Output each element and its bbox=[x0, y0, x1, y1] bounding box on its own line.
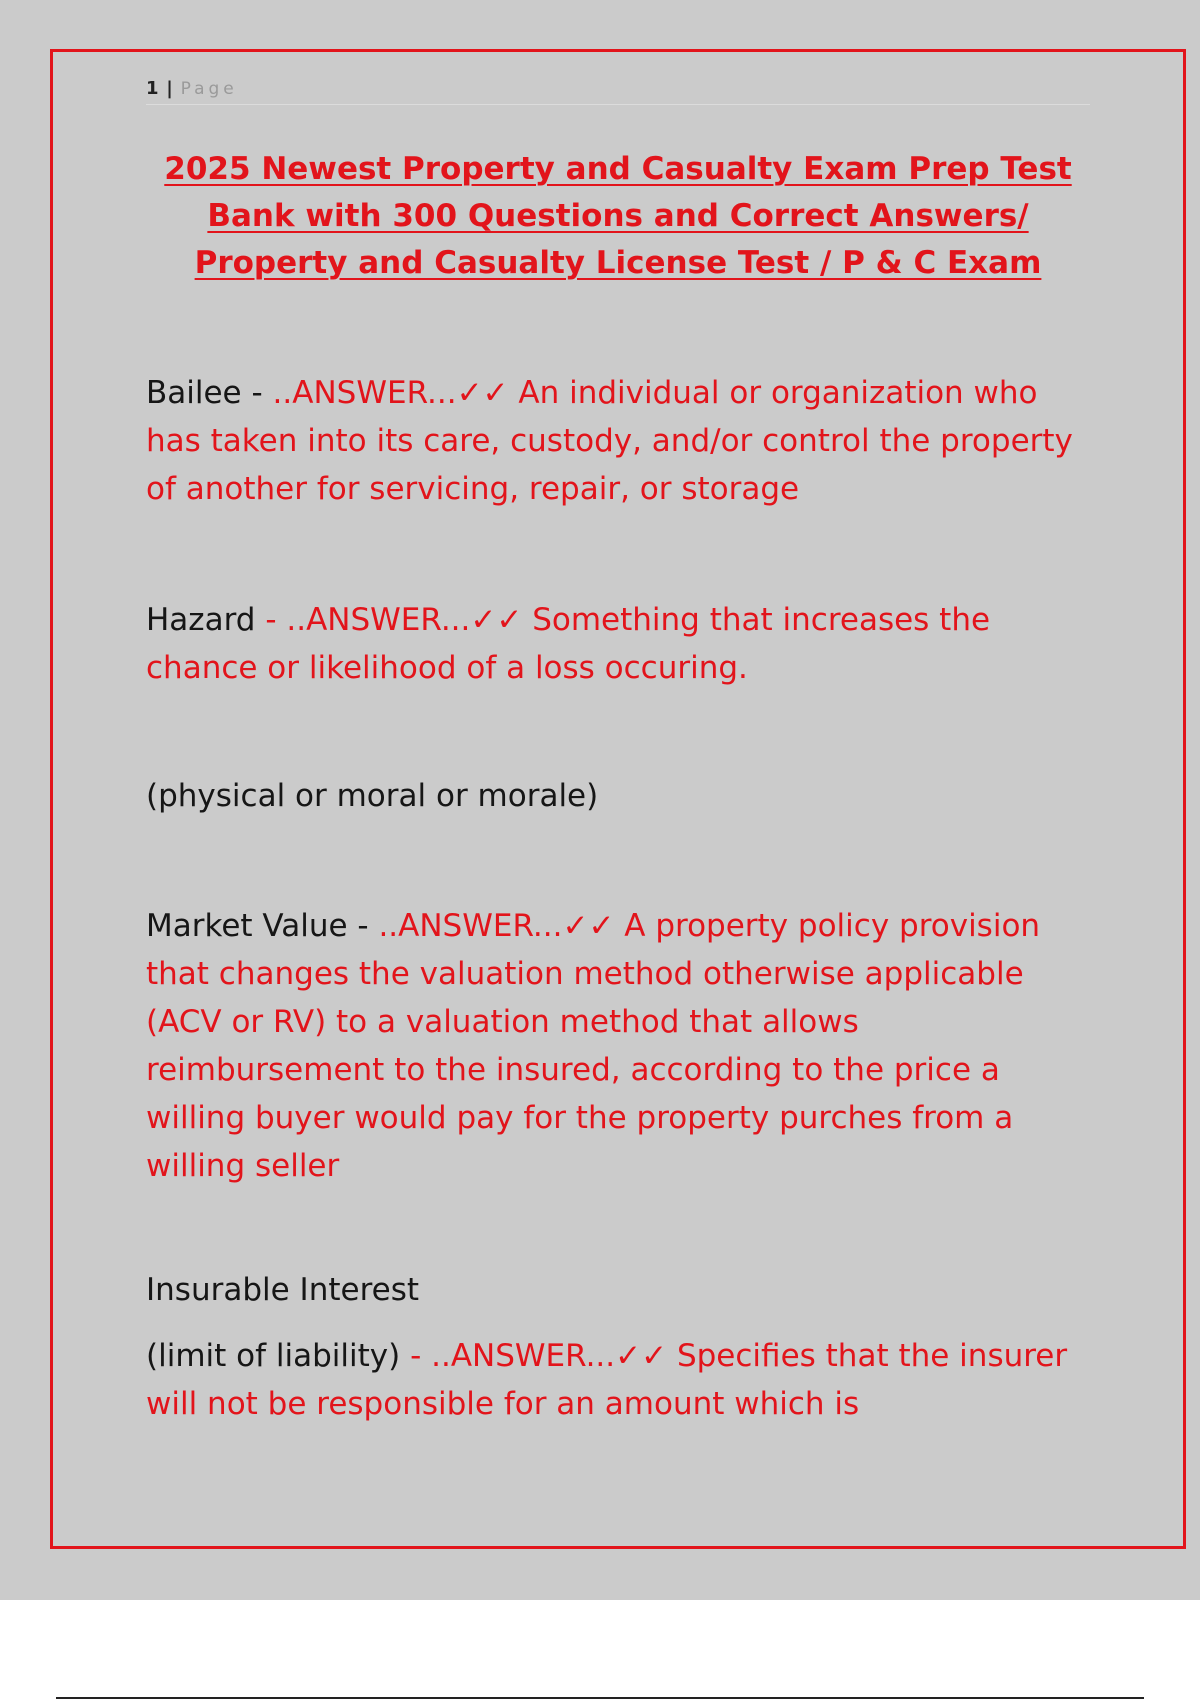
entry-definition: Something that increases the chance or likelihood of a loss occuring. bbox=[146, 602, 991, 686]
entry-insurable-interest bbox=[146, 1332, 1090, 1428]
entry-definition: Specifies that the insurer will not be responsible for an amount which is bbox=[146, 1338, 1068, 1422]
answer-marker: ..ANSWER...✓✓ bbox=[378, 908, 625, 944]
page-header bbox=[146, 74, 1090, 105]
document-title: 2025 Newest Property and Casualty Exam Prep Test Bank with 300 Questions and Correct Answers/ Property and Casualty License Test / P & C Exam bbox=[164, 151, 1072, 281]
entry-definition: An individual or organization who has taken into its care, custody, and/or control the property of another for servicing, repair, or storage bbox=[146, 375, 1073, 507]
entry-dash: - bbox=[241, 375, 273, 411]
answer-marker: ..ANSWER...✓✓ bbox=[286, 602, 533, 638]
entry-term: Insurable Interest bbox=[146, 1272, 420, 1308]
entry-dash: - bbox=[347, 908, 379, 944]
entry-subterm: (limit of liability) bbox=[146, 1338, 401, 1374]
entry-note bbox=[146, 772, 1090, 820]
entry-dash: - bbox=[255, 602, 287, 638]
entry-market-value bbox=[146, 902, 1090, 1190]
entry-dash: - bbox=[400, 1338, 432, 1374]
footer-rule bbox=[56, 1697, 1144, 1699]
page-separator: | bbox=[166, 78, 173, 99]
entry-insurable-interest-term bbox=[146, 1266, 1090, 1314]
answer-marker: ..ANSWER...✓✓ bbox=[272, 375, 519, 411]
entry-term: Hazard bbox=[146, 602, 256, 638]
page-number: 1 bbox=[146, 78, 159, 99]
entry-term: Bailee bbox=[146, 375, 242, 411]
answer-marker: ..ANSWER...✓✓ bbox=[431, 1338, 677, 1374]
entry-term: Market Value bbox=[146, 908, 348, 944]
note-text: (physical or moral or morale) bbox=[146, 778, 599, 814]
entry-bailee bbox=[146, 369, 1090, 513]
entry-definition: A property policy provision that changes the valuation method otherwise applicable (ACV or RV) to a valuation method that allows reimbursement to the insured, according to the price a willing buyer would pay for the property purches from a willing seller bbox=[146, 908, 1041, 1184]
entry-hazard bbox=[146, 596, 1090, 692]
page-label: Page bbox=[180, 79, 238, 99]
